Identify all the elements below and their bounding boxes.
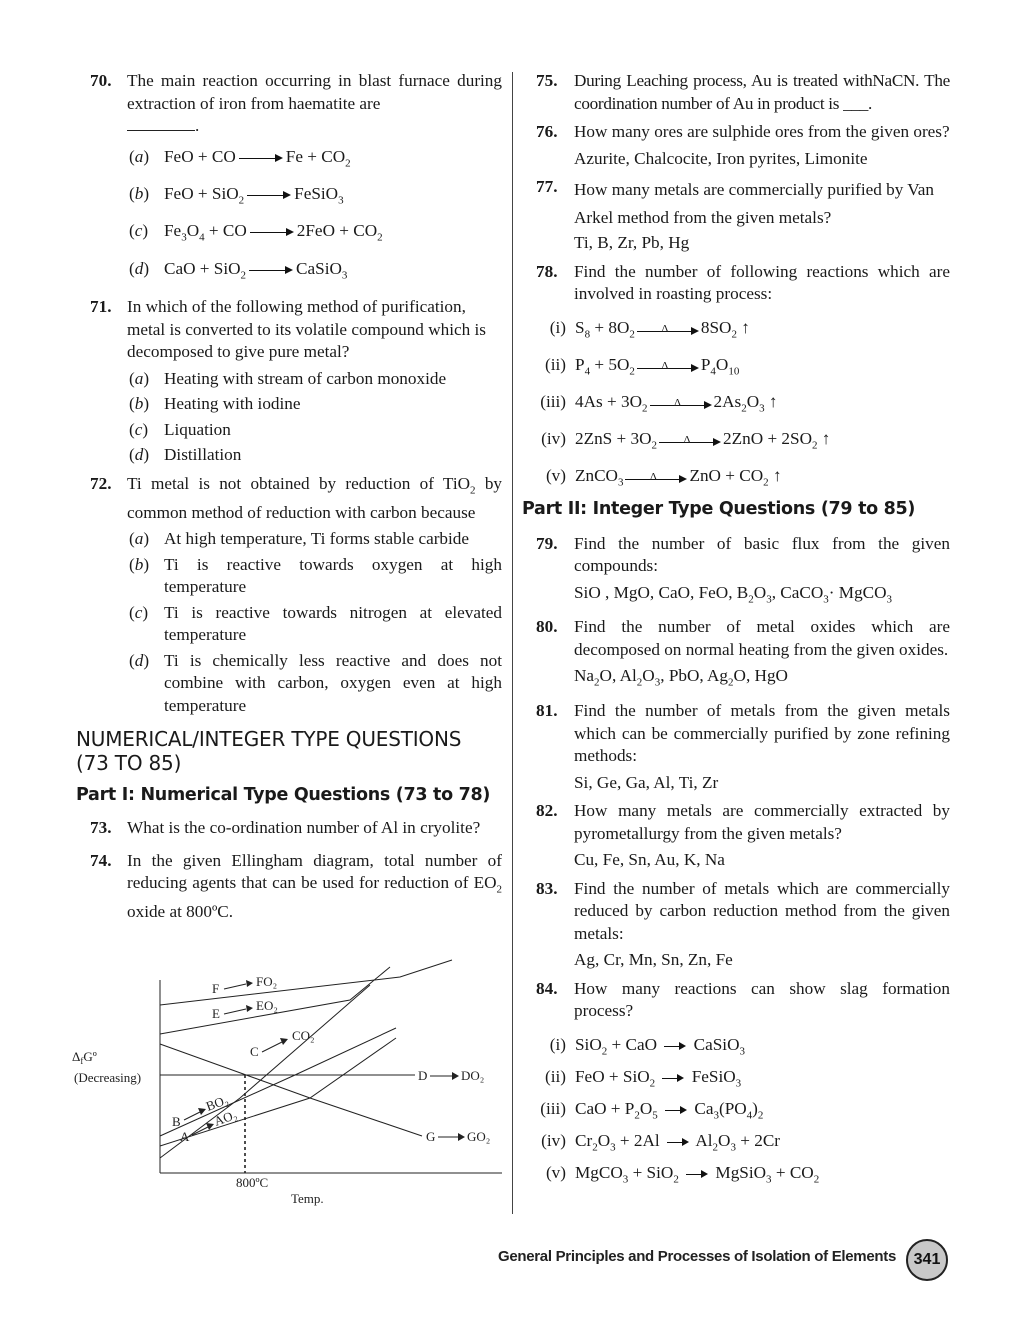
question-74 (78, 850, 502, 924)
part-2-title: Part II: Integer Type Questions (79 to 85) (522, 498, 916, 519)
question-75 (524, 70, 950, 115)
question-number: 80. (536, 617, 558, 637)
y-axis-label: $\Delta_fGº$ (72, 1049, 97, 1066)
question-number: 81. (536, 701, 558, 721)
question-80 (524, 616, 950, 694)
question-number: 75. (536, 71, 558, 90)
question-70 (78, 70, 502, 290)
svg-text:DO₂: DO₂ (461, 1068, 485, 1083)
given-list: Si, Ge, Ga, Al, Ti, Zr (574, 772, 719, 792)
option-b: (b) Ti is reactive towards oxygen at high temperature (129, 554, 502, 597)
options (127, 142, 502, 291)
options (127, 368, 502, 467)
svg-text:G: G (426, 1129, 436, 1144)
option-b: (b) FeO + SiO$_2$ FeSiO$_3$ (129, 183, 344, 207)
svg-text:E: E (212, 1006, 220, 1021)
reaction-list-84 (524, 1029, 950, 1189)
left-column (78, 70, 502, 930)
question-text: Find the number of metals from the given metals which can be commercially purified by zone refining methods: (574, 701, 950, 766)
question-text: Find the number of basic flux from the given compounds: (574, 533, 950, 575)
question-text: Find the number of metals which are commercially reduced by carbon reduction method from the given metals: (574, 878, 950, 943)
question-number: 76. (536, 122, 558, 141)
question-number: 79. (536, 533, 558, 553)
right-column (524, 70, 950, 1189)
question-text: The main reaction occurring in blast furnace during extraction of iron from haematite are . (127, 71, 502, 135)
question-78 (524, 261, 950, 306)
given-list: Cu, Fe, Sn, Au, K, Na (574, 850, 725, 870)
label-e (212, 998, 278, 1021)
option-a: (a) At high temperature, Ti forms stable carbide (129, 529, 470, 549)
reaction-item: (iv) $2ZnS + 3O_2$ Δ $2ZnO + 2SO_2$ ↑ (541, 428, 831, 451)
question-number: 78. (536, 261, 558, 281)
reaction-item: (v) MgCO$_3$ + SiO$_2$ MgSiO$_3$ + $CO_2$ (545, 1162, 820, 1186)
question-73 (78, 817, 502, 840)
reaction-item: (iv) $Cr_2O_3 + 2Al$ $Al_2O_3 + 2Cr$ (541, 1130, 781, 1154)
given-list: Ti, B, Zr, Pb, Hg (574, 233, 690, 252)
given-list: Ag, Cr, Mn, Sn, Zn, Fe (574, 950, 733, 970)
svg-text:BO₂: BO₂ (203, 1091, 231, 1114)
option-c: (c) $Fe_3O_4$ + CO $2FeO + CO_2$ (129, 221, 383, 244)
option-a: (a) Heating with stream of carbon monoxide (129, 368, 447, 388)
options (127, 528, 502, 717)
question-83 (524, 878, 950, 972)
question-number: 71. (90, 297, 112, 317)
question-76 (524, 121, 950, 170)
reaction-item: (iii) $4As + 3O_2$ Δ $2As_2O_3$ ↑ (540, 391, 778, 414)
line-f (160, 960, 452, 1005)
question-number: 77. (536, 177, 558, 196)
question-number: 74. (90, 850, 112, 870)
page-number: 341 (906, 1239, 948, 1281)
ellingham-diagram (70, 958, 510, 1210)
option-d: (d) Ti is chemically less reactive and does not combine with carbon, oxygen even at high temperature (129, 650, 502, 715)
line-a (160, 1038, 396, 1146)
question-text: Ti metal is not obtained by reduction of TiO$_2$ by common method of reduction with carbon because (127, 473, 502, 522)
part-1-title: Part I: Numerical Type Questions (73 to 78) (76, 785, 491, 806)
question-text: How many ores are sulphide ores from the given ores? (574, 122, 950, 141)
question-number: 82. (536, 801, 558, 821)
reaction-item: (i) $S_8 + 8O_2$ Δ $8SO_2$ ↑ (549, 317, 750, 340)
question-77 (524, 176, 950, 255)
question-81 (524, 700, 950, 794)
answer-blank (127, 115, 195, 131)
y-axis-label-2: (Decreasing) (74, 1070, 142, 1085)
given-list: $Na_2O$, $Al_2O_3$, PbO, $Ag_2O$, HgO (574, 666, 788, 689)
question-text: What is the co-ordination number of Al in cryolite? (127, 818, 481, 838)
label-g (426, 1129, 490, 1144)
question-number: 84. (536, 978, 558, 998)
option-b: (b) Heating with iodine (129, 394, 301, 414)
question-text: Find the number of metal oxides which are decomposed on normal heating from the given oxides. (574, 617, 950, 659)
question-84 (524, 978, 950, 1023)
question-71 (78, 296, 502, 467)
reaction-item: (i) SiO$_2$ + CaO CaSiO$_3$ (549, 1034, 745, 1058)
svg-text:C: C (250, 1044, 259, 1059)
question-number: 72. (90, 473, 112, 493)
footer-chapter-title: General Principles and Processes of Isolation of Elements (497, 1248, 896, 1265)
svg-text:B: B (172, 1114, 181, 1129)
svg-text:D: D (418, 1068, 428, 1083)
option-c: (c) Ti is reactive towards nitrogen at elevated temperature (129, 602, 502, 645)
svg-text:CO₂: CO₂ (292, 1028, 315, 1043)
question-text: In which of the following method of purification, metal is converted to its volatile compound which is decomposed to give pure metal? (127, 297, 486, 362)
label-c (250, 1028, 315, 1059)
option-c: (c) Liquation (129, 419, 231, 439)
column-divider (512, 72, 513, 1214)
section-title: NUMERICAL/INTEGER TYPE QUESTIONS (73 TO 85) (76, 727, 462, 776)
question-79 (524, 533, 950, 611)
question-text: How many metals are commercially purified by Van Arkel method from the given metals? (574, 180, 935, 227)
reaction-item: (ii) $P_4 + 5O_2$ Δ $P_4O_{10}$ (545, 354, 740, 377)
question-82 (524, 800, 950, 872)
option-d: (d) Distillation (129, 445, 242, 465)
reaction-item: (iii) CaO + $P_2O_5$ $Ca_3(PO_4)_2$ (540, 1098, 764, 1122)
option-a: (a) FeO + CO $Fe + CO_2$ (129, 146, 351, 169)
question-text: How many reactions can show slag formation process? (574, 978, 950, 1021)
svg-text:A: A (180, 1129, 190, 1144)
label-d (418, 1068, 484, 1083)
reaction-list-78 (524, 312, 950, 497)
line-g (160, 1044, 422, 1136)
question-number: 70. (90, 71, 112, 90)
given-list: SiO , MgO, CaO, FeO, $B_2O_3$, CaCO$_3$· MgCO$_3$ (574, 582, 893, 605)
given-list: Azurite, Chalcocite, Iron pyrites, Limonite (574, 148, 868, 168)
question-number: 73. (90, 818, 112, 838)
question-text: How many metals are commercially extracted by pyrometallurgy from the given metals? (574, 801, 950, 843)
question-text: In the given Ellingham diagram, total number of reducing agents that can be used for reduction of $EO_2$ oxide at 800ºC. (127, 850, 502, 922)
reaction-item: (v) ZnCO$_3$ Δ ZnO + $CO_2$ ↑ (545, 465, 782, 488)
question-text: During Leaching process, Au is treated withNaCN. The coordination number of Au in product is ___. (574, 71, 950, 113)
svg-text:FO₂: FO₂ (256, 974, 278, 989)
temp-label: 800ºC (236, 1175, 269, 1190)
svg-text:GO₂: GO₂ (467, 1129, 491, 1144)
svg-text:AO₂: AO₂ (211, 1106, 239, 1129)
svg-text:F: F (212, 981, 220, 996)
question-number: 83. (536, 878, 558, 898)
option-d: (d) CaO + SiO$_2$ CaSiO$_3$ (129, 258, 348, 282)
question-text: Find the number of following reactions which are involved in roasting process: (574, 261, 950, 303)
question-72 (78, 473, 502, 717)
svg-text:EO₂: EO₂ (256, 998, 278, 1013)
reaction-item: (ii) FeO + SiO$_2$ FeSiO$_3$ (545, 1066, 742, 1090)
x-axis-label: Temp. (291, 1191, 324, 1206)
